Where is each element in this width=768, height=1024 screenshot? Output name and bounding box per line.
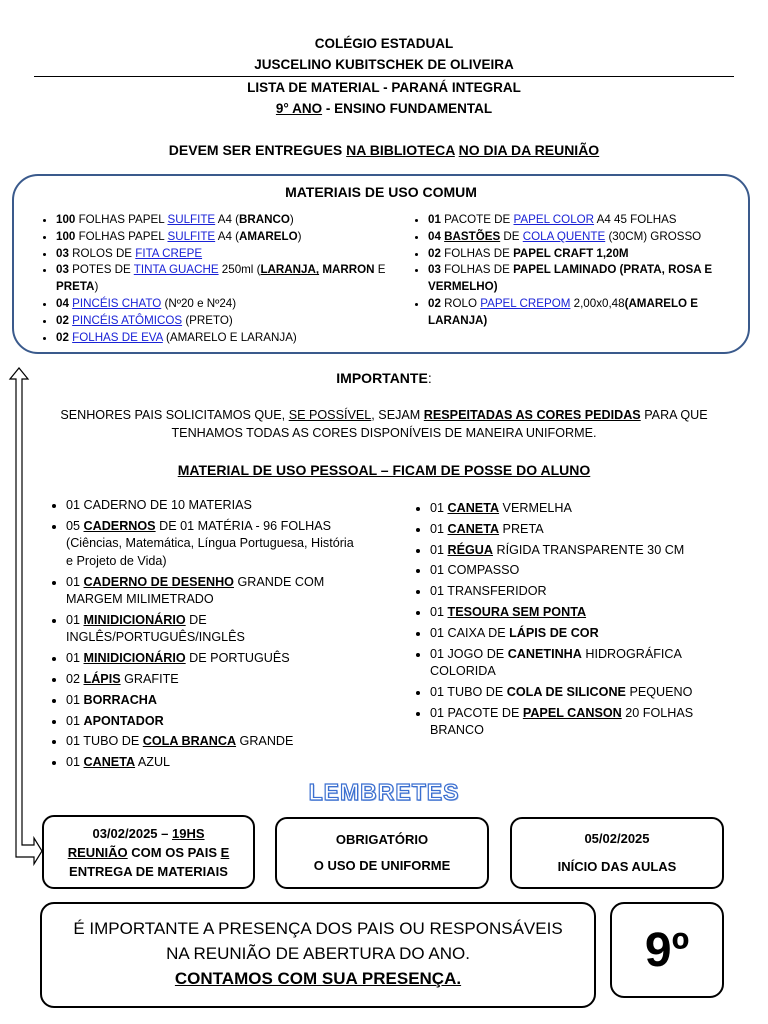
list-item: • 01 TRANSFERIDOR [430,583,730,601]
link-tinta-guache[interactable]: TINTA GUACHE [133,263,219,277]
important-title: IMPORTANTE [336,370,428,386]
meeting-description: REUNIÃO COM OS PAIS E [67,844,230,860]
link-fita-crepe[interactable]: FITA CREPE [135,246,203,260]
list-item: • 02 LÁPIS GRAFITE [66,671,364,689]
link-sulfite[interactable]: SULFITE [167,229,216,243]
list-item: • 100 FOLHAS PAPEL SULFITE A4 (AMARELO) [56,229,416,246]
list-item: • 01 CAIXA DE LÁPIS DE COR [430,625,730,643]
list-item: • 01 PACOTE DE PAPEL COLOR A4 45 FOLHAS [428,212,748,229]
list-item: • 02 ROLO PAPEL CREPOM 2,00x0,48(AMARELO E LARANJA) [428,296,748,330]
school-line-2: JUSCELINO KUBITSCHEK DE OLIVEIRA [254,57,514,72]
list-item: • 01 TUBO DE COLA BRANCA GRANDE [66,733,364,751]
list-title: LISTA DE MATERIAL - PARANÁ INTEGRAL [247,80,521,95]
personal-list-right [410,500,730,743]
important-heading [0,370,768,386]
list-item: • 01 BORRACHA [66,692,364,710]
reminder-uniform-box [275,817,489,889]
list-item: • 100 FOLHAS PAPEL SULFITE A4 (BRANCO) [56,212,416,229]
list-item: • 02 FOLHAS DE PAPEL CRAFT 1,20M [428,246,748,263]
classes-date: 05/02/2025 [584,831,650,846]
list-item: • 03 POTES DE TINTA GUACHE 250ml (LARANJA, MARRON E PRETA) [56,262,416,296]
list-item: • 01 MINIDICIONÁRIO DE PORTUGUÊS [66,650,364,668]
list-item: • 03 FOLHAS DE PAPEL LAMINADO (PRATA, ROSA E VERMELHO) [428,262,748,296]
footer-notice-box [40,902,596,1008]
uniform-line-2: O USO DE UNIFORME [313,858,451,873]
delivery-when: NO DIA DA REUNIÃO [458,142,600,158]
reminder-meeting-box [42,815,255,889]
common-materials-title: MATERIAIS DE USO COMUM [285,184,477,200]
personal-list-left [46,497,364,775]
school-line-1: COLÉGIO ESTADUAL [314,36,454,51]
reminders-title: LEMBRETES [308,779,460,805]
list-item: • 01 TUBO DE COLA DE SILICONE PEQUENO [430,684,730,702]
list-item: • 01 PACOTE DE PAPEL CANSON 20 FOLHAS BRANCO [430,705,730,740]
list-item: • 01 JOGO DE CANETINHA HIDROGRÁFICA COLORIDA [430,646,730,681]
link-pinceis-atomicos[interactable]: PINCÉIS ATÔMICOS [72,313,183,327]
important-text: SENHORES PAIS SOLICITAMOS QUE, SE POSSÍVEL, SEJAM RESPEITADAS AS CORES PEDIDAS PARA QUE TENHAMOS TODAS AS CORES DISPONÍVEIS DE MANEIRA UNIFORME. [60,408,708,440]
delivery-text-1: DEVEM SER ENTREGUES [168,142,347,158]
uniform-line-1: OBRIGATÓRIO [335,832,429,847]
list-item: • 02 FOLHAS DE EVA (AMARELO E LARANJA) [56,330,416,347]
reminder-classes-box [510,817,724,889]
link-pinceis-chato[interactable]: PINCÉIS CHATO [72,296,162,310]
list-item: • 02 PINCÉIS ATÔMICOS (PRETO) [56,313,416,330]
meeting-delivery: ENTREGA DE MATERIAIS [69,863,228,879]
important-colon: : [427,370,432,386]
grade-label: 9° ANO [275,101,323,116]
list-item: • 01 CANETA VERMELHA [430,500,730,518]
footer-line-1: É IMPORTANTE A PRESENÇA DOS PAIS OU RESPONSÁVEIS [73,919,563,938]
list-item: • 01 RÉGUA RÍGIDA TRANSPARENTE 30 CM [430,542,730,560]
list-item: • 03 ROLOS DE FITA CREPE [56,246,416,263]
list-item: • 01 APONTADOR [66,713,364,731]
list-item: • 01 MINIDICIONÁRIO DE INGLÊS/PORTUGUÊS/INGLÊS [66,612,364,647]
personal-title: MATERIAL DE USO PESSOAL – FICAM DE POSSE DO ALUNO [177,462,591,478]
link-sulfite[interactable]: SULFITE [167,213,216,226]
footer-line-2: NA REUNIÃO DE ABERTURA DO ANO. [166,944,470,963]
link-folhas-eva[interactable]: FOLHAS DE EVA [72,330,163,344]
delivery-place: NA BIBLIOTECA [346,142,455,158]
list-item: • 01 TESOURA SEM PONTA [430,604,730,622]
classes-label: INÍCIO DAS AULAS [557,859,677,874]
list-item: • 05 CADERNOS DE 01 MATÉRIA - 96 FOLHAS (Ciências, Matemática, Língua Portuguesa, História e Projeto de Vida) [66,518,364,571]
list-item: • 01 CANETA AZUL [66,754,364,772]
list-item: • 04 BASTÕES DE COLA QUENTE (30CM) GROSSO [428,229,748,246]
list-item: • 01 CADERNO DE 10 MATERIAS [66,497,364,515]
meeting-datetime: 03/02/2025 – 19HS [92,825,205,841]
list-item: • 01 COMPASSO [430,562,730,580]
grade-level: - ENSINO FUNDAMENTAL [322,101,493,116]
link-papel-color[interactable]: PAPEL COLOR [513,213,595,226]
list-item: • 01 CANETA PRETA [430,521,730,539]
footer-line-3: CONTAMOS COM SUA PRESENÇA. [174,969,462,988]
list-item: • 01 CADERNO DE DESENHO GRANDE COM MARGEM MILIMETRADO [66,574,364,609]
list-item: • 04 PINCÉIS CHATO (Nº20 e Nº24) [56,296,416,313]
link-papel-crepom[interactable]: PAPEL CREPOM [480,296,571,310]
link-cola-quente[interactable]: COLA QUENTE [522,229,606,243]
grade-badge: 9º [610,902,724,998]
